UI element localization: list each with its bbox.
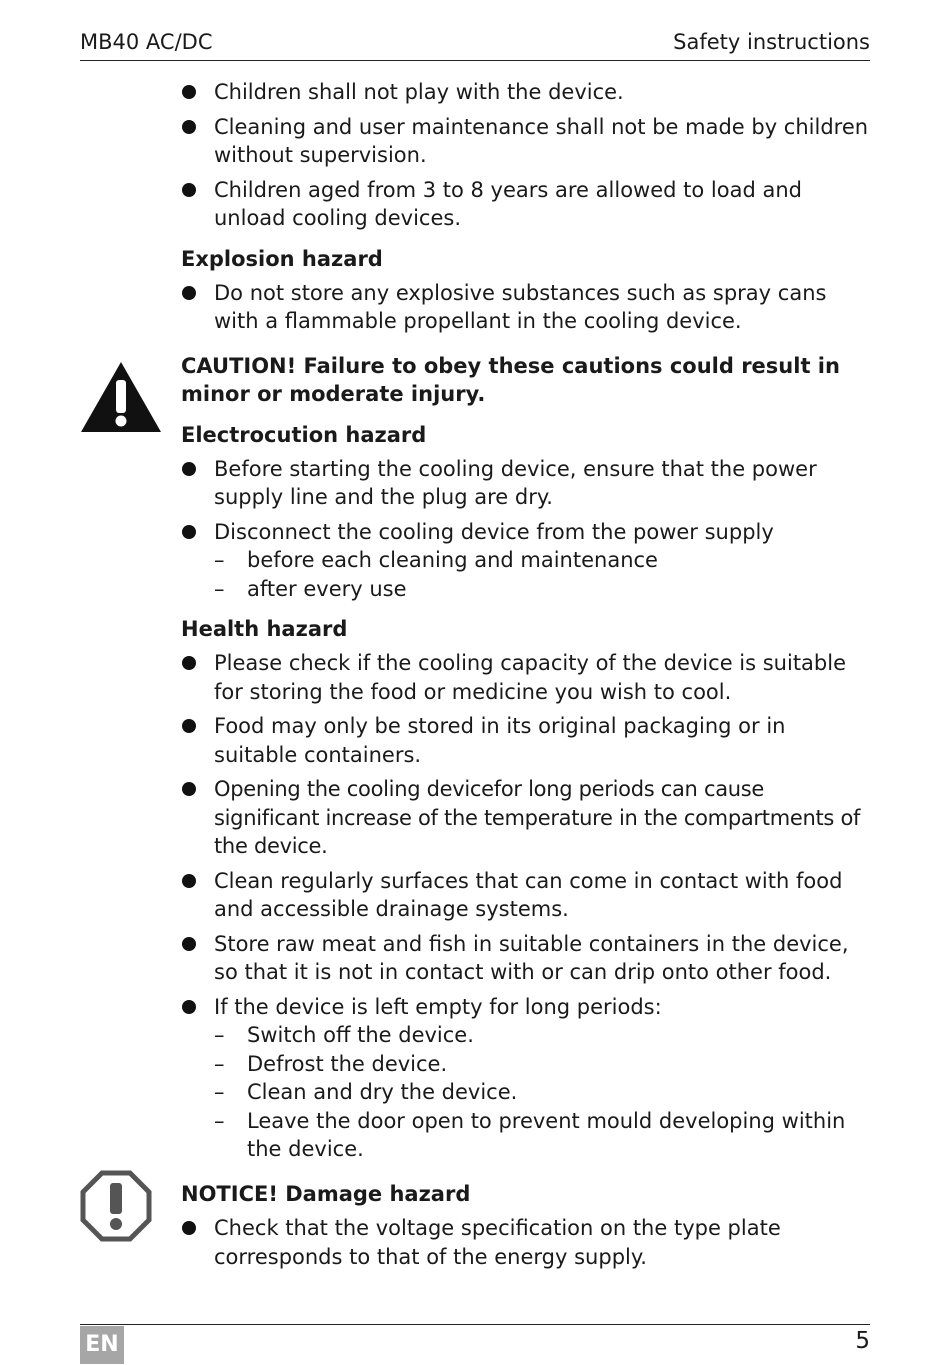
electrocution-heading: Electrocution hazard (181, 422, 427, 447)
list-item: Children aged from 3 to 8 years are allowed to load and unload cooling devices. (181, 176, 871, 233)
bullet-dot-icon (182, 782, 196, 796)
list-item: Check that the voltage specification on the type plate corresponds to that of the energy supply. (181, 1214, 871, 1271)
bullet-dot-icon (182, 874, 196, 888)
bullet-dot-icon (182, 937, 196, 951)
bullet-dot-icon (182, 719, 196, 733)
warning-triangle-icon (80, 360, 162, 434)
sub-list-item: – Defrost the device. (214, 1051, 448, 1076)
bullet-dot-icon (182, 1000, 196, 1014)
bullet-dot-icon (182, 286, 196, 300)
bullet-dot-icon (182, 525, 196, 539)
list-item: Store raw meat and fish in suitable containers in the device, so that it is not in contact with or can drip onto other food. (181, 930, 871, 987)
list-item: Cleaning and user maintenance shall not be made by children without supervision. (181, 113, 871, 170)
bullet-dot-icon (182, 656, 196, 670)
list-item: Food may only be stored in its original packaging or in suitable containers. (181, 712, 871, 769)
bullet-dot-icon (182, 120, 196, 134)
language-badge: EN (80, 1326, 124, 1364)
sub-list-item: – Leave the door open to prevent mould developing within the device. (214, 1108, 846, 1161)
sub-list-item: – after every use (214, 576, 407, 601)
list-item: Opening the cooling devicefor long periods can cause significant increase of the temperature in the compartments of the device. (181, 775, 871, 861)
health-heading: Health hazard (181, 617, 348, 641)
sub-list-item: – before each cleaning and maintenance (214, 548, 658, 572)
sub-list-item: – Switch off the device. (214, 1023, 474, 1047)
bullet-dot-icon (182, 1221, 196, 1235)
list-item: Please check if the cooling capacity of the device is suitable for storing the food or medicine you wish to cool. (181, 649, 871, 706)
caution-text: CAUTION! Failure to obey these cautions could result in minor or moderate injury. (181, 353, 840, 406)
page-content (181, 78, 871, 1277)
list-item: Do not store any explosive substances such as spray cans with a flammable propellant in the cooling device. (181, 279, 871, 336)
bullet-dot-icon (182, 85, 196, 99)
bullet-dot-icon (182, 183, 196, 197)
bullet-dot-icon (182, 462, 196, 476)
list-item: Children shall not play with the device. (181, 78, 871, 107)
list-item: Clean regularly surfaces that can come in contact with food and accessible drainage systems. (181, 867, 871, 924)
list-item: Before starting the cooling device, ensure that the power supply line and the plug are dry. (181, 455, 871, 512)
notice-heading: NOTICE! Damage hazard (181, 1181, 471, 1206)
header-section: Safety instructions (673, 30, 870, 54)
footer-rule (80, 1324, 870, 1325)
page-number: 5 (855, 1328, 870, 1354)
explosion-heading: Explosion hazard (181, 246, 383, 271)
list-item: Disconnect the cooling device from the power supply (181, 518, 871, 547)
list-item: If the device is left empty for long periods: (181, 993, 871, 1022)
sub-list-item: – Clean and dry the device. (214, 1080, 518, 1104)
header-model: MB40 AC/DC (80, 30, 213, 54)
notice-octagon-icon (80, 1170, 152, 1242)
page-header (80, 28, 870, 61)
